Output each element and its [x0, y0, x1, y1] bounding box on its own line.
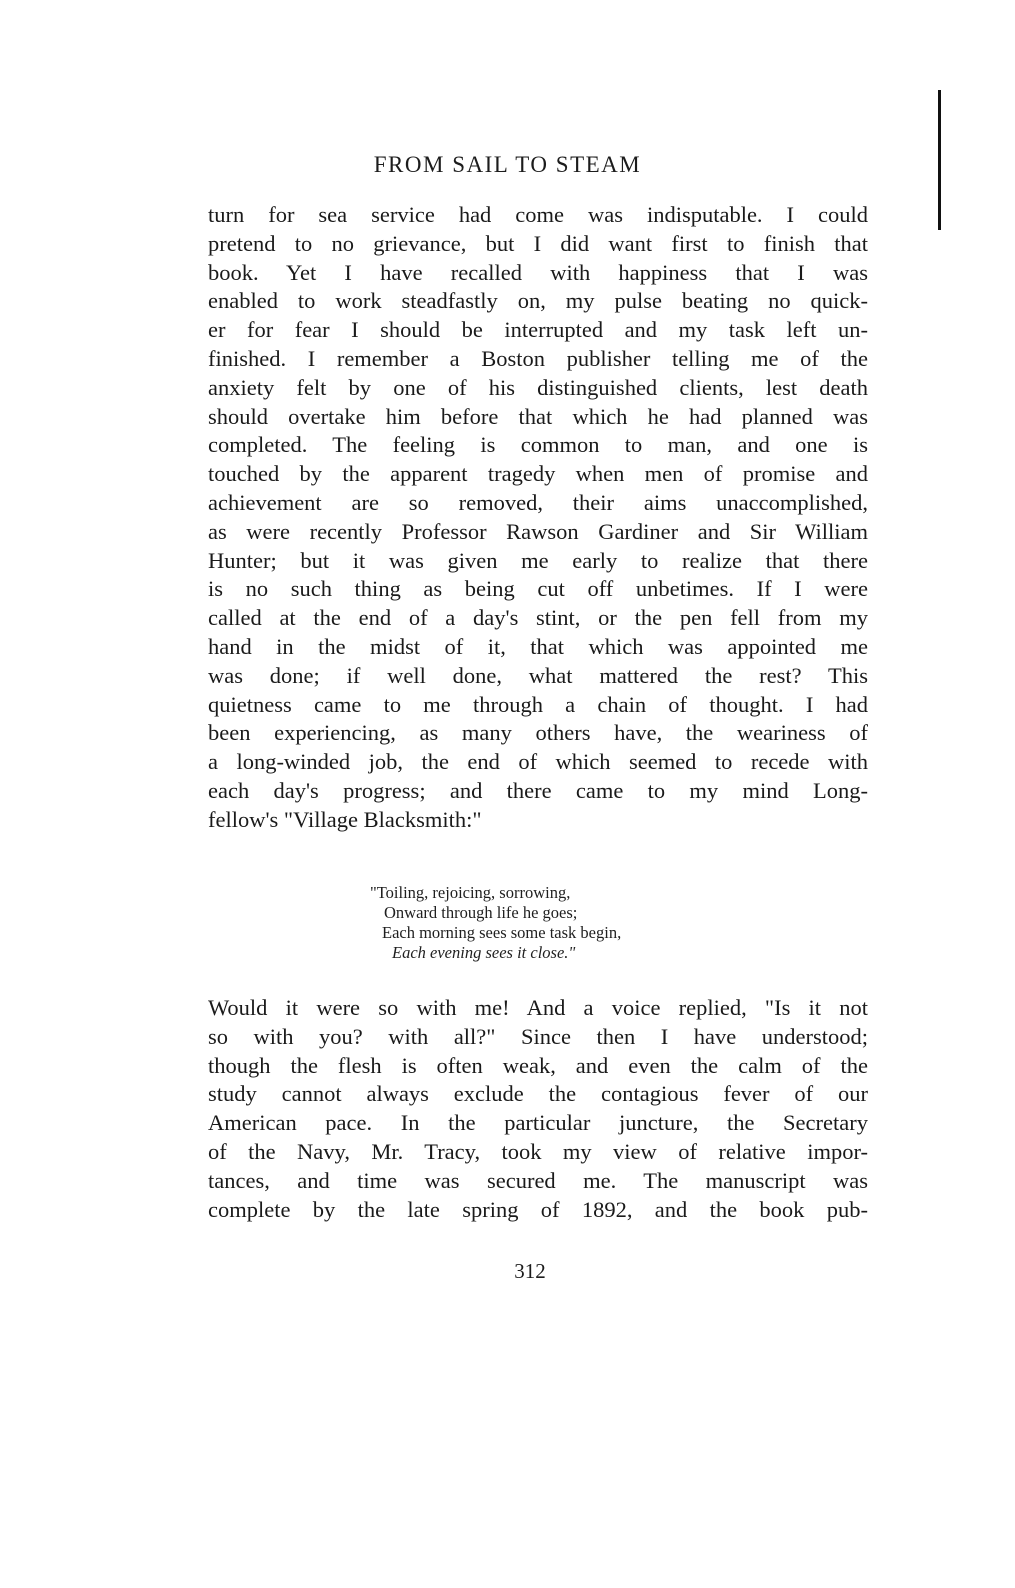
text-line: study cannot always exclude the contagious fever of our	[208, 1081, 868, 1107]
text-line: hand in the midst of it, that which was appointed me	[208, 633, 868, 659]
text-line: so with you? with all?" Since then I have understood;	[208, 1023, 868, 1049]
text-line: touched by the apparent tragedy when men of promise and	[208, 461, 868, 487]
text-line: pretend to no grievance, but I did want first to finish that	[208, 230, 868, 256]
text-line: was done; if well done, what mattered the rest? This	[208, 662, 868, 688]
text-line: American pace. In the particular juncture, the Secretary	[208, 1110, 868, 1136]
text-line: Hunter; but it was given me early to realize that there	[208, 547, 868, 573]
paragraph-1	[208, 201, 868, 835]
text-line: quietness came to me through a chain of thought. I had	[208, 691, 868, 717]
text-line: been experiencing, as many others have, the weariness of	[208, 720, 868, 746]
text-line: though the flesh is often weak, and even the calm of the	[208, 1052, 868, 1078]
paragraph-2	[208, 994, 868, 1224]
text-line: turn for sea service had come was indisputable. I could	[208, 202, 868, 227]
text-line: called at the end of a day's stint, or the pen fell from my	[208, 605, 868, 631]
text-line: anxiety felt by one of his distinguished clients, lest death	[208, 374, 868, 400]
text-line: completed. The feeling is common to man, and one is	[208, 432, 868, 458]
text-line: book. Yet I have recalled with happiness that I was	[208, 259, 868, 285]
text-line: of the Navy, Mr. Tracy, took my view of relative impor-	[208, 1138, 868, 1164]
text-line: should overtake him before that which he had planned was	[208, 403, 868, 429]
text-line: er for fear I should be interrupted and my task left un-	[208, 317, 868, 343]
text-line: a long-winded job, the end of which seemed to recede with	[208, 749, 868, 775]
verse-line: Each morning sees some task begin,	[382, 923, 622, 942]
text-line: finished. I remember a Boston publisher telling me of the	[208, 345, 868, 371]
verse-quotation	[370, 883, 621, 963]
text-line: Would it were so with me! And a voice replied, "Is it not	[208, 995, 868, 1020]
text-line: enabled to work steadfastly on, my pulse beating no quick-	[208, 288, 868, 314]
verse-line: "Toiling, rejoicing, sorrowing,	[370, 883, 571, 902]
text-line: achievement are so removed, their aims unaccomplished,	[208, 489, 868, 515]
text-line: tances, and time was secured me. The manuscript was	[208, 1167, 868, 1193]
text-line: each day's progress; and there came to my mind Long-	[208, 777, 868, 803]
text-line: as were recently Professor Rawson Gardiner and Sir William	[208, 518, 868, 544]
page-number: 312	[514, 1259, 546, 1283]
verse-line: Onward through life he goes;	[384, 903, 578, 922]
running-head: FROM SAIL TO STEAM	[373, 152, 642, 177]
verse-line: Each evening sees it close."	[392, 943, 576, 962]
text-line: is no such thing as being cut off unbetimes. If I were	[208, 576, 868, 602]
text-line: complete by the late spring of 1892, and the book pub-	[208, 1196, 868, 1222]
text-line: fellow's "Village Blacksmith:"	[208, 806, 482, 832]
